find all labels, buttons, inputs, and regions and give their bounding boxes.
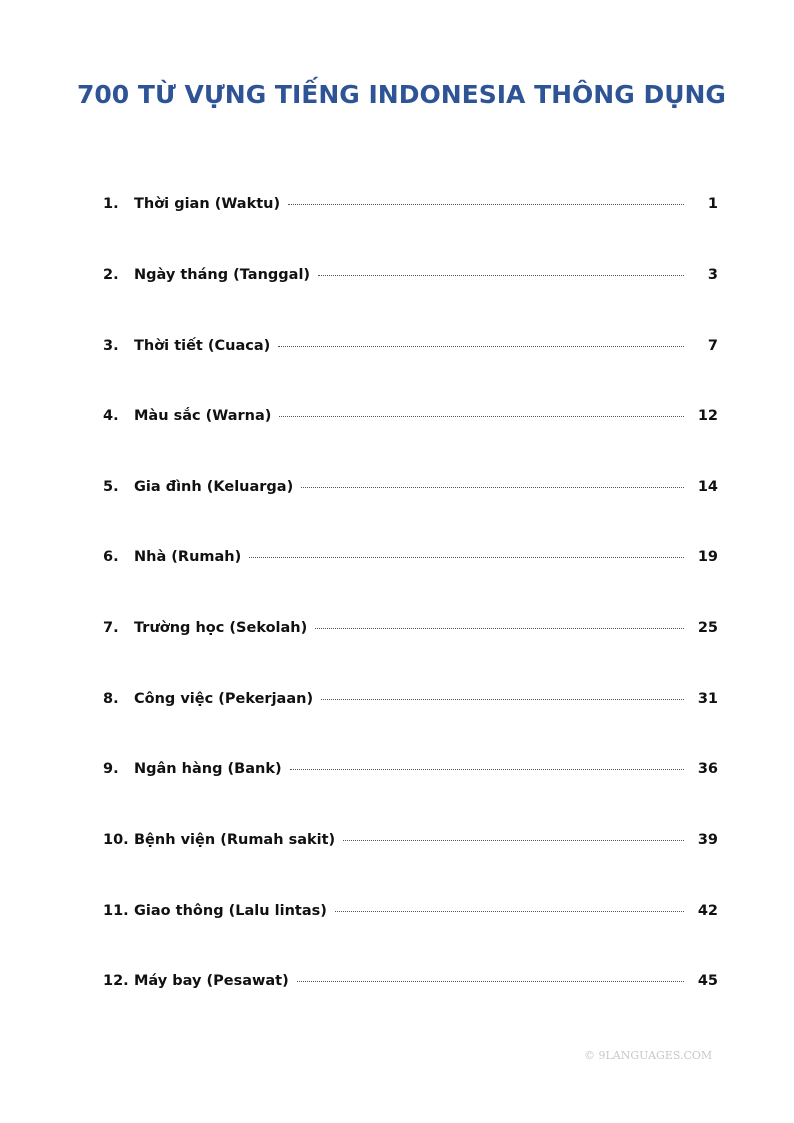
toc-entry-page: 25 <box>697 620 718 636</box>
toc-entry-number: 11. <box>103 903 129 919</box>
toc-entry[interactable] <box>103 334 718 358</box>
toc-entry-label: Ngân hàng (Bank) <box>134 761 282 777</box>
toc-entry[interactable] <box>103 545 718 569</box>
toc-entry-page: 45 <box>697 973 718 989</box>
toc-dot-leader <box>321 699 684 700</box>
toc-dot-leader <box>318 275 684 276</box>
toc-entry-label: Máy bay (Pesawat) <box>134 973 289 989</box>
toc-entry[interactable] <box>103 687 718 711</box>
toc-entry-label: Màu sắc (Warna) <box>134 408 272 424</box>
toc-entry-number: 7. <box>103 620 119 636</box>
toc-entry[interactable] <box>103 899 718 923</box>
toc-entry-number: 12. <box>103 973 129 989</box>
toc-dot-leader <box>290 769 684 770</box>
toc-entry-page: 42 <box>697 903 718 919</box>
toc-entry-label: Công việc (Pekerjaan) <box>134 691 314 707</box>
toc-entry-label: Bệnh viện (Rumah sakit) <box>134 832 336 848</box>
toc-entry-number: 9. <box>103 761 119 777</box>
toc-entry[interactable] <box>103 616 718 640</box>
toc-dot-leader <box>249 557 684 558</box>
toc-entry-number: 8. <box>103 691 119 707</box>
toc-entry-page: 7 <box>707 338 718 354</box>
toc-entry-page: 12 <box>697 408 718 424</box>
toc-entry-label: Trường học (Sekolah) <box>134 620 308 636</box>
toc-entry-label: Nhà (Rumah) <box>134 549 242 565</box>
toc-entry[interactable] <box>103 404 718 428</box>
toc-dot-leader <box>335 911 684 912</box>
document-title: 700 TỪ VỰNG TIẾNG INDONESIA THÔNG DỤNG <box>77 80 726 109</box>
toc-dot-leader <box>288 204 684 205</box>
toc-dot-leader <box>343 840 684 841</box>
toc-entry[interactable] <box>103 475 718 499</box>
toc-entry-number: 10. <box>103 832 129 848</box>
toc-entry-label: Gia đình (Keluarga) <box>134 479 294 495</box>
toc-entry-page: 19 <box>697 549 718 565</box>
toc-entry-page: 31 <box>697 691 718 707</box>
toc-entry-page: 3 <box>707 267 718 283</box>
toc-entry-label: Ngày tháng (Tanggal) <box>134 267 311 283</box>
toc-entry-number: 3. <box>103 338 119 354</box>
copyright-footer: © 9LANGUAGES.COM <box>584 1049 713 1062</box>
toc-dot-leader <box>315 628 684 629</box>
toc-dot-leader <box>301 487 684 488</box>
toc-dot-leader <box>278 346 684 347</box>
toc-entry-number: 1. <box>103 196 119 212</box>
toc-entry[interactable] <box>103 263 718 287</box>
toc-entry-number: 5. <box>103 479 119 495</box>
toc-entry[interactable] <box>103 192 718 216</box>
toc-dot-leader <box>297 981 684 982</box>
toc-entry[interactable] <box>103 828 718 852</box>
toc-entry-label: Thời gian (Waktu) <box>134 196 281 212</box>
toc-entry-label: Thời tiết (Cuaca) <box>134 338 271 354</box>
toc-dot-leader <box>279 416 684 417</box>
toc-entry-page: 1 <box>707 196 718 212</box>
toc-entry-page: 14 <box>697 479 718 495</box>
toc-entry-label: Giao thông (Lalu lintas) <box>134 903 327 919</box>
toc-entry-number: 2. <box>103 267 119 283</box>
toc-entry[interactable] <box>103 757 718 781</box>
toc-entry-page: 39 <box>697 832 718 848</box>
toc-entry-page: 36 <box>697 761 718 777</box>
toc-entry-number: 6. <box>103 549 119 565</box>
toc-entry-number: 4. <box>103 408 119 424</box>
toc-entry[interactable] <box>103 969 718 993</box>
